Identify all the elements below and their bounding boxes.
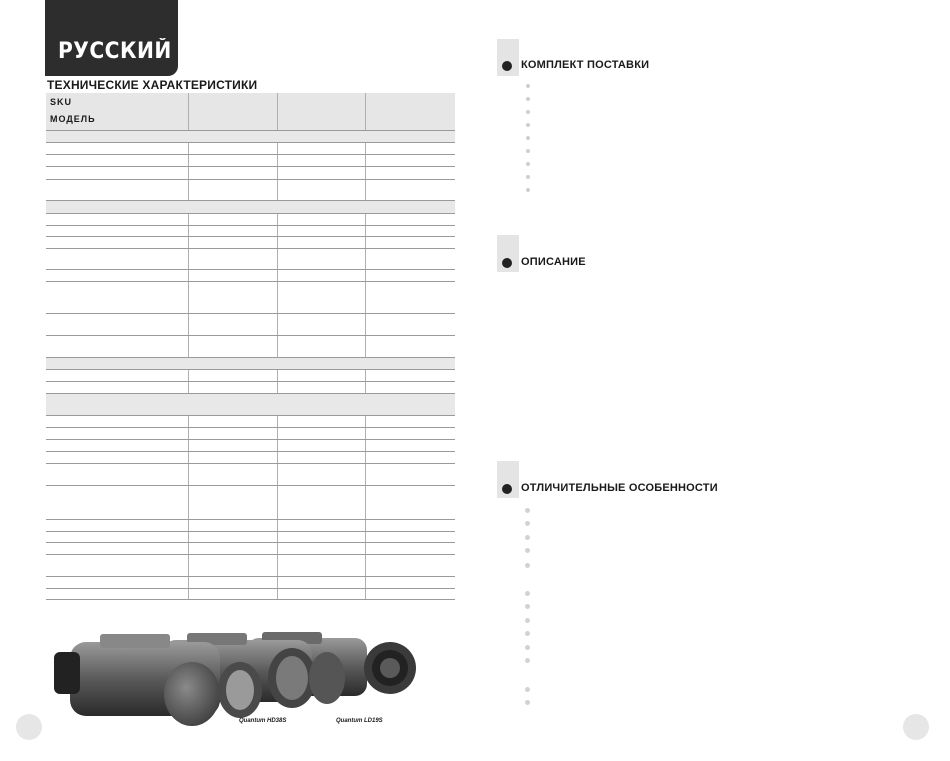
specs-section-cell [46, 130, 455, 142]
product-caption-ld19s: Quantum LD19S [336, 718, 383, 724]
list-bullet [526, 188, 530, 192]
list-bullet [525, 658, 530, 663]
specs-row [46, 142, 455, 154]
product-image [52, 630, 424, 730]
specs-row [46, 248, 455, 269]
model-label: МОДЕЛЬ [50, 114, 96, 124]
specs-row [46, 313, 455, 335]
list-bullet [525, 618, 530, 623]
section-heading-features: ОТЛИЧИТЕЛЬНЫЕ ОСОБЕННОСТИ [521, 482, 718, 494]
specs-header-cell [277, 93, 365, 130]
specs-row [46, 451, 455, 463]
product-caption-hd38s: Quantum HD38S [239, 718, 287, 724]
list-bullet [525, 645, 530, 650]
section-heading-description: ОПИСАНИЕ [521, 256, 586, 268]
list-bullet [526, 123, 530, 127]
specs-row [46, 554, 455, 576]
specs-row [46, 588, 455, 599]
specs-row [46, 531, 455, 542]
list-bullet [525, 631, 530, 636]
specs-table [46, 93, 455, 600]
list-bullet [526, 149, 530, 153]
specs-row [46, 154, 455, 166]
list-bullet [526, 84, 530, 88]
list-bullet [525, 535, 530, 540]
specs-row [46, 369, 455, 381]
specs-row [46, 427, 455, 439]
specs-row [46, 381, 455, 393]
specs-row [46, 236, 455, 248]
specs-section-row [46, 130, 455, 142]
specs-row [46, 335, 455, 357]
specs-section-row [46, 357, 455, 369]
list-bullet [526, 162, 530, 166]
section-dot-kit [502, 61, 512, 71]
page-number-right [903, 714, 929, 740]
specs-row [46, 485, 455, 519]
specs-row [46, 463, 455, 485]
specs-row [46, 166, 455, 179]
list-bullet [525, 687, 530, 692]
list-bullet [526, 110, 530, 114]
list-bullet [526, 175, 530, 179]
list-bullet [525, 508, 530, 513]
list-bullet [525, 563, 530, 568]
list-bullet [525, 591, 530, 596]
list-bullet [526, 136, 530, 140]
list-bullet [525, 604, 530, 609]
specs-row [46, 225, 455, 236]
specs-section-row [46, 200, 455, 213]
list-bullet [525, 548, 530, 553]
specs-row [46, 415, 455, 427]
specs-section-cell [46, 393, 455, 415]
specs-row [46, 519, 455, 531]
list-bullet [526, 97, 530, 101]
sku-label: SKU [50, 97, 73, 107]
specs-row [46, 542, 455, 554]
specs-section-cell [46, 357, 455, 369]
language-tab [45, 0, 178, 76]
specs-row [46, 439, 455, 451]
specs-row [46, 269, 455, 281]
specs-header-row [46, 93, 455, 130]
page-number-left [16, 714, 42, 740]
specs-header-cell [365, 93, 455, 130]
list-bullet [525, 521, 530, 526]
section-dot-features [502, 484, 512, 494]
specs-section-cell [46, 200, 455, 213]
specs-header-cell [188, 93, 277, 130]
specs-section-row [46, 393, 455, 415]
language-label: РУССКИЙ [58, 39, 172, 64]
specs-row [46, 179, 455, 200]
specs-row [46, 576, 455, 588]
specs-row [46, 281, 455, 313]
section-heading-kit: КОМПЛЕКТ ПОСТАВКИ [521, 59, 650, 71]
specs-header-label-cell [46, 93, 188, 130]
specs-row [46, 213, 455, 225]
specs-title: ТЕХНИЧЕСКИЕ ХАРАКТЕРИСТИКИ [47, 78, 258, 92]
list-bullet [525, 700, 530, 705]
section-dot-description [502, 258, 512, 268]
